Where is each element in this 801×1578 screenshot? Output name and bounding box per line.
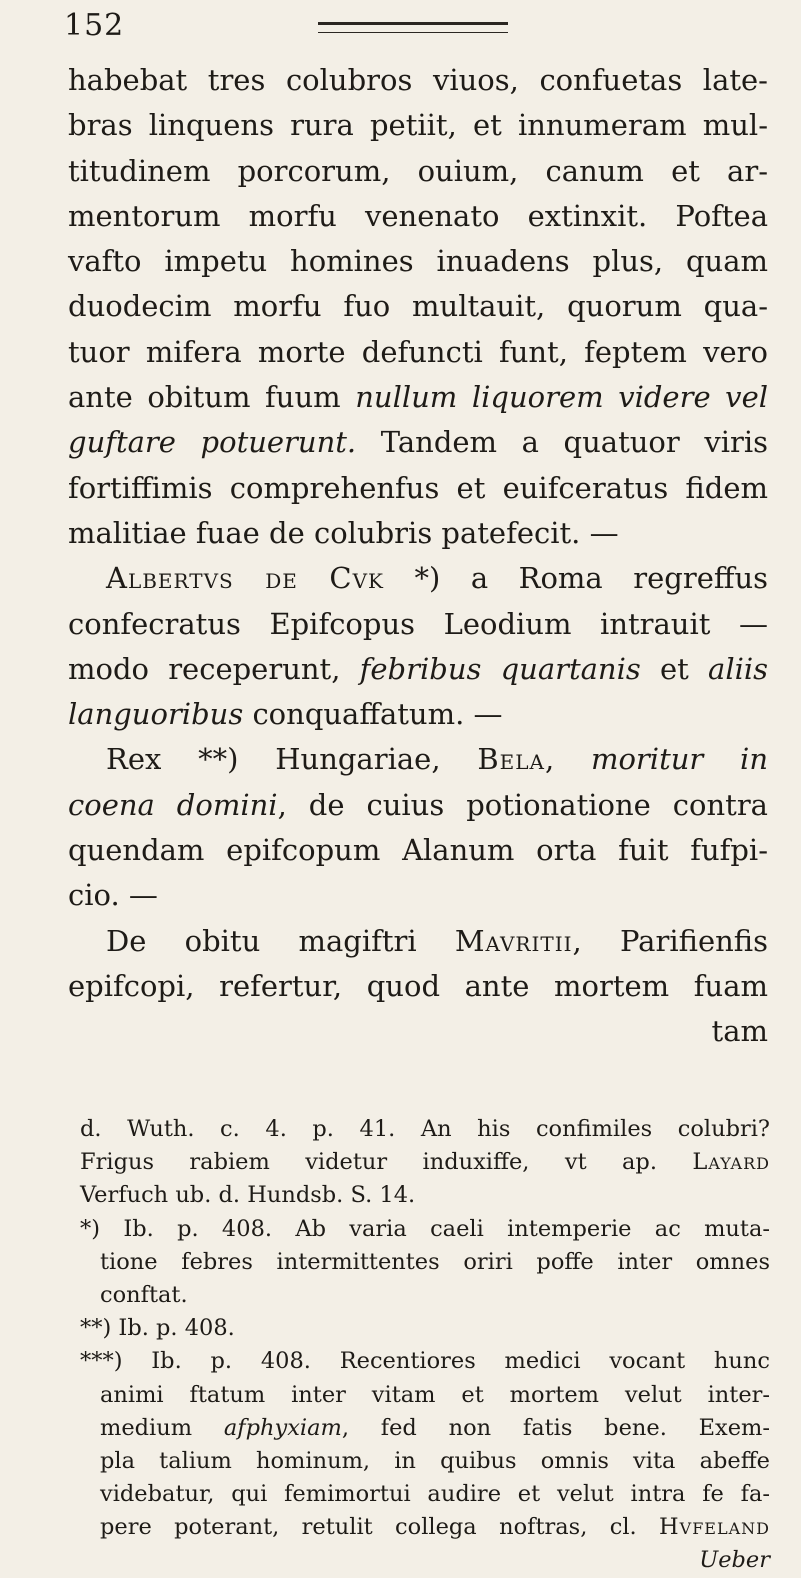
- text-segment: Rex **) Hungariae,: [106, 742, 441, 777]
- text-segment: , Parifienfis: [572, 923, 769, 958]
- italic-phrase: coena domini: [68, 787, 278, 822]
- footnote-line: [80, 1146, 770, 1179]
- small-caps-name: Mavritii: [454, 923, 573, 958]
- footnote-line: d. Wuth. c. 4. p. 41. An his confimiles colubri?: [80, 1116, 770, 1142]
- footnote-line: animi ftatum inter vitam et mortem velut inter-: [100, 1381, 770, 1408]
- text-line: malitiae fuae de colubris patefecit. —: [68, 515, 619, 550]
- text-line: tuor mifera morte defuncti funt, feptem vero: [68, 334, 768, 369]
- text-segment: Frigus rabiem videtur induxiffe, vt ap.: [80, 1149, 657, 1176]
- text-segment: conquaffatum. —: [252, 697, 503, 732]
- page-number: 152: [64, 8, 125, 43]
- italic-phrase: languoribus: [68, 697, 244, 732]
- italic-phrase: afphyxiam: [223, 1414, 342, 1441]
- text-line: bras linquens rura petiit, et innumeram mul-: [68, 108, 768, 143]
- text-segment: *) a Roma regreffus: [414, 561, 769, 596]
- text-line: fortiffimis comprehenfus et euifceratus fidem: [68, 470, 768, 505]
- footnote-line: ***) Ib. p. 408. Recentiores medici vocant hunc: [80, 1348, 770, 1375]
- text-segment: , fed non fatis bene. Exem-: [341, 1414, 771, 1441]
- text-segment: modo receperunt,: [68, 651, 341, 686]
- footnotes-block: [80, 1113, 770, 1578]
- text-segment: et: [659, 651, 689, 686]
- italic-phrase: nullum liquorem videre vel: [355, 380, 769, 415]
- footnote-line: videbatur, qui femimortui audire et velut intra fe fa-: [100, 1481, 770, 1508]
- text-line: habebat tres colubros viuos, confuetas late-: [68, 63, 768, 97]
- small-caps-name: Hvfeland: [659, 1514, 770, 1541]
- text-line: [68, 919, 768, 964]
- main-text-block: [68, 58, 768, 1055]
- text-segment: medium: [100, 1414, 193, 1441]
- italic-phrase: moritur in: [590, 742, 768, 777]
- text-line: [68, 783, 768, 828]
- footnote-line: [80, 1412, 770, 1445]
- text-line: quendam epifcopum Alanum orta fuit fufpi-: [68, 833, 768, 868]
- text-segment: De obitu magiftri: [106, 923, 417, 958]
- text-line: [68, 692, 768, 737]
- text-line: [68, 375, 768, 420]
- text-line: [68, 737, 768, 782]
- footnote-line: Verfuch ub. d. Hundsb. S. 14.: [80, 1182, 416, 1209]
- text-segment: , de cuius potionatione contra: [277, 787, 768, 822]
- text-line: vafto impetu homines inuadens plus, quam: [68, 244, 768, 279]
- footnote-line: pla talium hominum, in quibus omnis vita abeffe: [100, 1447, 770, 1474]
- catchword: tam: [711, 1014, 768, 1049]
- italic-phrase: guftare potuerunt.: [68, 425, 357, 460]
- catchword: Ueber: [699, 1547, 770, 1574]
- text-line: epifcopi, refertur, quod ante mortem fuam: [68, 968, 768, 1003]
- text-line: titudinem porcorum, ouium, canum et ar-: [68, 153, 768, 188]
- text-segment: pere poterant, retulit collega noftras, cl.: [100, 1514, 637, 1541]
- header-rule: [318, 22, 508, 33]
- text-segment: Tandem a quatuor viris: [380, 425, 768, 460]
- footnote-line: tione febres intermittentes oriri poffe inter omnes: [100, 1248, 770, 1275]
- text-line: [68, 420, 768, 465]
- text-segment: ante obitum fuum: [68, 380, 341, 415]
- small-caps-name: Bela: [477, 742, 545, 777]
- footnote-line: **) Ib. p. 408.: [80, 1315, 235, 1342]
- text-segment: ,: [544, 742, 555, 777]
- text-line: cio. —: [68, 878, 158, 913]
- italic-phrase: febribus quartanis: [359, 651, 641, 686]
- small-caps-name: Layard: [692, 1149, 770, 1176]
- italic-phrase: aliis: [708, 651, 769, 686]
- footnote-line: [80, 1511, 770, 1544]
- text-line: mentorum morfu venenato extinxit. Poftea: [68, 198, 768, 233]
- text-line: duodecim morfu fuo multauit, quorum qua-: [68, 289, 768, 324]
- text-line: [68, 647, 768, 692]
- footnote-line: *) Ib. p. 408. Ab varia caeli intemperie ac muta-: [80, 1215, 770, 1242]
- text-line: confecratus Epifcopus Leodium intrauit —: [68, 606, 768, 641]
- small-caps-name: Albertvs de Cvk: [106, 561, 384, 596]
- text-line: [68, 556, 768, 601]
- footnote-line: conftat.: [100, 1281, 188, 1308]
